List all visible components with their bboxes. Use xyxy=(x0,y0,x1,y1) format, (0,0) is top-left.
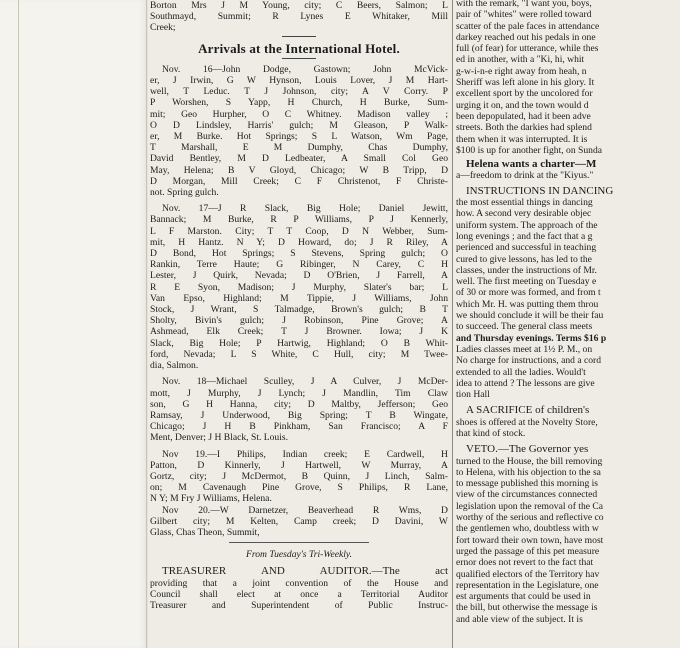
fight-article xyxy=(456,0,680,156)
text-line: ford, Nevada; L S White, C Hull, city; M Twee- xyxy=(150,348,448,360)
text-line: Glass, Chas Theon, Summit, xyxy=(150,526,260,538)
text-line: TREASURER AND AUDITOR.—The act xyxy=(162,566,448,578)
text-line: Nov 19.—I Philips, Indian creek; E Cardwell, H xyxy=(162,448,448,460)
text-line: A SACRIFICE of children's xyxy=(466,405,590,417)
text-line: Helena wants a charter—M xyxy=(466,159,597,171)
text-line: Nov 20.—W Darnetzer, Beaverhead R Wms, D xyxy=(162,504,448,516)
text-line: Southmayd, Summit; R Lynes E Whitaker, Mill xyxy=(150,11,448,23)
text-line: N Y; M Fry J Williams, Helena. xyxy=(150,493,272,505)
text-line: mit; Geo Hurpher, O C Whitney. Madison valley ; xyxy=(150,108,448,120)
right-column xyxy=(456,0,680,648)
text-line: legislation upon the removal of the Ca xyxy=(456,500,604,512)
text-line: son, G H Hanna, city; D Maltby, Jefferson; Geo xyxy=(150,398,448,410)
text-line: Council shall elect at once a Territorial Auditor xyxy=(150,588,448,600)
text-line: qualified electors of the Territory hav xyxy=(456,568,600,580)
text-line: the most essential things in dancing xyxy=(456,197,593,209)
text-line: urged the passage of this pet measure xyxy=(456,545,600,557)
text-line: on; M Cavenaugh Pine Grove, S Philips, R Lane, xyxy=(150,482,448,494)
text-line: T Marshall, E M Dumphy, Chas Dumphy, xyxy=(150,142,448,154)
text-line: R E Syon, Madison; J Murphy, Slater's bar; L xyxy=(150,281,448,293)
gutter-rule xyxy=(18,0,19,648)
text-line: Van Epso, Highland; M Tippie, J Williams, John xyxy=(150,292,448,304)
arrival-entry xyxy=(150,203,448,371)
text-line: Borton Mrs J M Young, city; C Beers, Salmon; L xyxy=(150,0,448,11)
text-line: Gilbert city; M Kelten, Camp creek; D Davini, W xyxy=(150,515,448,527)
text-line: to Helena, with his objection to the sa xyxy=(456,466,601,478)
text-line: and Thursday evenings. Terms $16 p xyxy=(456,332,607,344)
text-line: been depopulated, had it been adve xyxy=(456,110,591,122)
text-line: Nov. 17—J R Slack, Big Hole; Daniel Jewitt, xyxy=(162,203,448,215)
top-fragment xyxy=(150,0,448,34)
text-line: with the remark, "I want you, boys, xyxy=(456,0,592,9)
text-line: and able view of the subject. It is xyxy=(456,613,583,625)
text-line: streets. Both the darkies had splend xyxy=(456,122,592,134)
text-line: May, Helena; B V Gloyd, Chicago; W B Tripp, D xyxy=(150,164,448,176)
text-line: er, J Irwin, G W Hynson, Louis Lover, J M Hart- xyxy=(150,75,448,87)
text-line: to message published this morning is xyxy=(456,478,599,490)
text-line: not. Spring gulch. xyxy=(150,187,219,199)
text-line: Treasurer and Superintendent of Public Instruc- xyxy=(150,599,448,611)
text-line: which Mr. H. was putting them throu xyxy=(456,298,599,310)
text-line: we should conclude it will be their fau xyxy=(456,310,604,322)
text-line: P Worshen, S Yapp, H Church, H Burke, Sum- xyxy=(150,97,448,109)
text-line: long evenings ; and the fact that a g xyxy=(456,230,593,242)
text-line: $100 is up for another fight, on Sunda xyxy=(456,144,603,156)
text-line: that kind of stock. xyxy=(456,427,526,439)
sacrifice-item xyxy=(456,405,680,439)
text-line: est arguments that could be used in xyxy=(456,591,591,603)
text-line: representation in the Legislature, one xyxy=(456,579,599,591)
text-line: VETO.—The Governor yes xyxy=(466,444,589,456)
text-line: urging it on, and the town would d xyxy=(456,99,589,111)
column-rule xyxy=(452,0,453,648)
text-line: Bannack; M Burke, R P Williams, P J Kennerly, xyxy=(150,214,448,226)
text-line: them when it was interrupted. It is xyxy=(456,133,588,145)
text-line: shoes is offered at the Novelty Store, xyxy=(456,416,598,428)
text-line: D Bond, Hot Springs; S Stevens, Spring gulch; O xyxy=(150,248,448,260)
text-line: to succeed. The general class meets xyxy=(456,321,593,333)
text-line: mott, J Murphy, J Lynch; J Mandlin, Tim Claw xyxy=(150,387,448,399)
text-line: Rankin, Terre Haute; G Ribinger, N Carey, C H xyxy=(150,259,448,271)
text-line: worthy of the serious and reflective co xyxy=(456,512,604,524)
page-gutter xyxy=(0,0,148,648)
text-line: Chicago; J H B Pinkham, San Francisco; A F xyxy=(150,421,448,433)
text-line: ed in another, with a "Ki, hi, whit xyxy=(456,54,585,66)
text-line: Sheriff was left alone in his glory. It xyxy=(456,77,595,89)
text-line: uniform system. The approach of the xyxy=(456,219,598,231)
text-line: g-w-i-n-e right away from heah, n xyxy=(456,65,587,77)
text-line: ernor does not revert to the fact that xyxy=(456,557,594,569)
text-line: cured to give lessons, has led to the xyxy=(456,253,592,265)
text-line: No charge for instructions, and a cord xyxy=(456,355,602,367)
headline: Arrivals at the International Hotel. xyxy=(198,40,400,56)
text-line: excellent sport by the uncolored for xyxy=(456,88,593,100)
text-line: pair of "whites" were rolled toward xyxy=(456,9,592,21)
text-line: Ladies classes meet at 1½ P. M., on xyxy=(456,343,593,355)
text-line: O D Lindsley, Harris' gulch; M Gleason, P Walk- xyxy=(150,119,448,131)
text-line: the bill, but otherwise the message is xyxy=(456,602,598,614)
veto-article xyxy=(456,444,680,625)
text-line: Patton, D Kinnerly, J Hartwell, W Murray, A xyxy=(150,459,448,471)
text-line: D Morgan, Mill Creek; C F Christenot, F Christe- xyxy=(150,175,448,187)
gutter-rule xyxy=(146,0,147,648)
text-line: the gentlemen who, doubtless with w xyxy=(456,523,599,535)
text-line: perienced and successful in teaching xyxy=(456,242,597,254)
arrival-entry xyxy=(150,449,448,505)
text-line: Slack, Big Hole; P Hartwig, Highland; O B Whit- xyxy=(150,337,448,349)
divider xyxy=(282,36,316,37)
text-line: well, T Leduc. T J Johnson, city; A V Corry. P xyxy=(150,86,448,98)
dancing-article xyxy=(456,186,680,401)
text-line: Gortz, city; J McDermot, B Quinn, J Linch, Salm- xyxy=(150,470,448,482)
text-line: David Bentley, M D Ledbeater, A Small Col Geo xyxy=(150,153,448,165)
divider xyxy=(282,58,316,59)
text-line: Ramsay, J Underwood, Big Spring; T B Wingate, xyxy=(150,409,448,421)
divider xyxy=(229,542,369,543)
text-line: er, M Burke. Hot Springs; S L Watson, Wm Page, xyxy=(150,131,448,143)
text-line: idea to attend ? The lessons are give xyxy=(456,377,595,389)
text-line: Nov. 18—Michael Sculley, J A Culver, J McDer- xyxy=(162,376,448,388)
text-line: mit, H Hantz. N Y; D Howard, do; J R Riley, A xyxy=(150,236,448,248)
text-line: how. A second very desirable objec xyxy=(456,208,592,220)
text-line: turned to the House, the bill removing xyxy=(456,455,603,467)
text-line: Ment, Denver; J H Black, St. Louis. xyxy=(150,432,289,444)
treasurer-article xyxy=(150,566,448,611)
text-line: scatter of the pale faces in attendance xyxy=(456,20,600,32)
text-line: Sholty, Bivin's gulch; J Robinson, Pine Grove; A xyxy=(150,315,448,327)
text-line: a—freedom to drink at the "Kiyus." xyxy=(456,170,594,182)
text-line: Creek; xyxy=(150,22,176,34)
text-line: well. The first meeting on Tuesday e xyxy=(456,276,597,288)
text-line: extended to all the ladies. Would't xyxy=(456,366,586,378)
left-column xyxy=(150,0,448,648)
text-line: classes, under the instructions of Mr. xyxy=(456,264,597,276)
helena-item xyxy=(456,159,680,182)
text-line: INSTRUCTIONS IN DANCING xyxy=(466,185,614,197)
text-line: darkey reached out his pedals in one xyxy=(456,31,596,43)
text-line: of 30 or more was formed, and from t xyxy=(456,287,601,299)
text-line: Ashmead, Elk Creek; T J Browner. Iowa; J K xyxy=(150,326,448,338)
arrival-entry xyxy=(150,376,448,443)
text-line: Lester, J Quirk, Nevada; D O'Brien, J Farrell, A xyxy=(150,270,448,282)
arrival-entry xyxy=(150,505,448,539)
arrival-entry xyxy=(150,64,448,198)
text-line: tion Hall xyxy=(456,389,490,401)
text-line: Nov. 16—John Dodge, Gastown; John McVick- xyxy=(162,63,448,75)
text-line: dia, Salmon. xyxy=(150,360,199,372)
text-line: full (of fear) for utterance, while thes xyxy=(456,43,599,55)
text-line: L F Marston. City; T T Coop, D N Webber, Sum- xyxy=(150,225,448,237)
text-line: providing that a joint convention of the House and xyxy=(150,577,448,589)
text-line: Stock, J Wrant, S Talmadge, Brown's gulch; B T xyxy=(150,304,448,316)
text-line: fort toward their own town, have most xyxy=(456,534,604,546)
text-line: view of the circumstances connected xyxy=(456,489,598,501)
from-line: From Tuesday's Tri-Weekly. xyxy=(245,549,353,561)
